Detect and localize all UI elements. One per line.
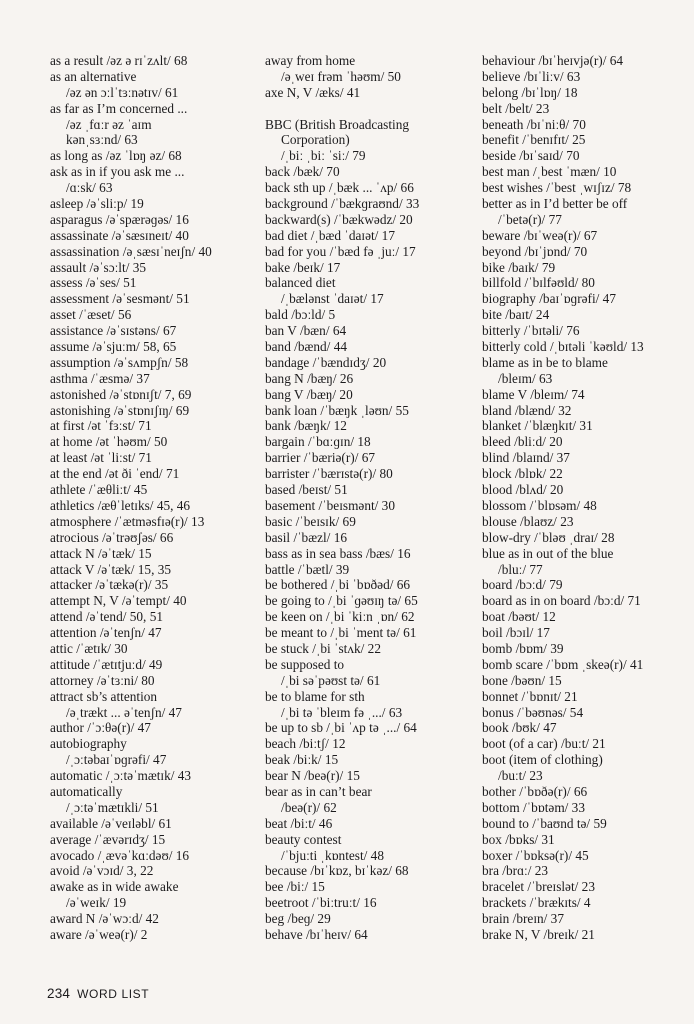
word-entry: BBC (British Broadcasting bbox=[265, 116, 410, 132]
word-entry: blind /blaɪnd/ 37 bbox=[482, 450, 570, 466]
word-entry: bone /bəʊn/ 15 bbox=[482, 672, 562, 688]
word-entry: beauty contest bbox=[265, 831, 342, 847]
entry-continuation: /bleɪm/ 63 bbox=[498, 370, 553, 386]
word-entry: bank /bæŋk/ 12 bbox=[265, 418, 347, 434]
word-entry: best man /ˌbest ˈmæn/ 10 bbox=[482, 164, 617, 180]
word-entry: bitterly /ˈbɪtəli/ 76 bbox=[482, 323, 580, 339]
word-entry: beak /biːk/ 15 bbox=[265, 752, 339, 768]
word-entry: brake N, V /breɪk/ 21 bbox=[482, 926, 595, 942]
word-entry: award N /əˈwɔːd/ 42 bbox=[50, 911, 159, 927]
word-entry: bargain /ˈbɑːɡɪn/ 18 bbox=[265, 434, 371, 450]
entry-continuation: /ˈbetə(r)/ 77 bbox=[498, 211, 562, 227]
entry-continuation: kənˌsɜːnd/ 63 bbox=[66, 132, 138, 148]
page-footer bbox=[47, 986, 149, 1001]
word-entry: bank loan /ˈbæŋk ˌləʊn/ 55 bbox=[265, 402, 409, 418]
word-entry: bass as in sea bass /bæs/ 16 bbox=[265, 545, 411, 561]
entry-continuation: Corporation) bbox=[281, 132, 350, 148]
section-gap bbox=[265, 101, 475, 117]
word-entry: background /ˈbækɡraʊnd/ 33 bbox=[265, 196, 420, 212]
word-column-3 bbox=[482, 53, 692, 943]
word-entry: book /bʊk/ 47 bbox=[482, 720, 557, 736]
entry-continuation: /ˌbiː ˌbiː ˈsiː/ 79 bbox=[281, 148, 366, 164]
word-entry: awake as in wide awake bbox=[50, 879, 179, 895]
word-entry: boot (item of clothing) bbox=[482, 752, 603, 768]
word-entry: atrocious /əˈtrəʊʃəs/ 66 bbox=[50, 529, 174, 545]
entry-continuation: /bluː/ 77 bbox=[498, 561, 543, 577]
word-entry: asthma /ˈæsmə/ 37 bbox=[50, 370, 150, 386]
word-entry: bitterly cold /ˌbɪtəli ˈkəʊld/ 13 bbox=[482, 339, 644, 355]
word-entry: bad for you /ˈbæd fə ˌjuː/ 17 bbox=[265, 243, 416, 259]
word-entry: attack N /əˈtæk/ 15 bbox=[50, 545, 152, 561]
word-entry: assumption /əˈsʌmpʃn/ 58 bbox=[50, 354, 189, 370]
word-entry: block /blɒk/ 22 bbox=[482, 466, 563, 482]
word-entry: be keen on /ˌbi ˈkiːn ˌɒn/ 62 bbox=[265, 609, 415, 625]
word-entry: bracelet /ˈbreɪslət/ 23 bbox=[482, 879, 595, 895]
word-entry: blossom /ˈblɒsəm/ 48 bbox=[482, 497, 597, 513]
word-entry: backward(s) /ˈbækwədz/ 20 bbox=[265, 211, 413, 227]
word-entry: attorney /əˈtɜːni/ 80 bbox=[50, 672, 155, 688]
word-entry: behave /bɪˈheɪv/ 64 bbox=[265, 926, 368, 942]
word-entry: bald /bɔːld/ 5 bbox=[265, 307, 336, 323]
word-entry: board as in on board /bɔːd/ 71 bbox=[482, 593, 641, 609]
word-entry: avoid /əˈvɔɪd/ 3, 22 bbox=[50, 863, 154, 879]
word-entry: board /bɔːd/ 79 bbox=[482, 577, 563, 593]
word-column-2 bbox=[265, 53, 475, 943]
word-entry: be supposed to bbox=[265, 656, 345, 672]
word-entry: bang N /bæŋ/ 26 bbox=[265, 370, 354, 386]
page-number: 234 bbox=[47, 986, 71, 1001]
word-entry: bottom /ˈbɒtəm/ 33 bbox=[482, 799, 585, 815]
entry-continuation: /beə(r)/ 62 bbox=[281, 799, 337, 815]
word-entry: blanket /ˈblæŋkɪt/ 31 bbox=[482, 418, 593, 434]
word-entry: athletics /æθˈletɪks/ 45, 46 bbox=[50, 497, 191, 513]
word-entry: bee /biː/ 15 bbox=[265, 879, 325, 895]
word-entry: bike /baɪk/ 79 bbox=[482, 259, 556, 275]
entry-continuation: /ɑːsk/ 63 bbox=[66, 180, 113, 196]
entry-continuation: /əˈweɪk/ 19 bbox=[66, 895, 127, 911]
word-entry: assume /əˈsjuːm/ 58, 65 bbox=[50, 339, 177, 355]
word-entry: basil /ˈbæzl/ 16 bbox=[265, 529, 347, 545]
word-entry: be bothered /ˌbi ˈbɒðəd/ 66 bbox=[265, 577, 411, 593]
word-entry: avocado /ˌævəˈkɑːdəʊ/ 16 bbox=[50, 847, 190, 863]
word-entry: assassinate /əˈsæsɪneɪt/ 40 bbox=[50, 227, 189, 243]
word-entry: as long as /əz ˈlɒŋ əz/ 68 bbox=[50, 148, 182, 164]
word-entry: blame as in be to blame bbox=[482, 354, 608, 370]
entry-continuation: /əˌtrækt ... əˈtenʃn/ 47 bbox=[66, 704, 182, 720]
word-entry: benefit /ˈbenɪfɪt/ 25 bbox=[482, 132, 586, 148]
word-entry: as far as I’m concerned ... bbox=[50, 100, 188, 116]
word-entry: bland /blænd/ 32 bbox=[482, 402, 572, 418]
word-entry: blow-dry /ˈbləʊ ˌdraɪ/ 28 bbox=[482, 529, 615, 545]
word-entry: belong /bɪˈlɒŋ/ 18 bbox=[482, 84, 578, 100]
word-entry: attend /əˈtend/ 50, 51 bbox=[50, 609, 163, 625]
word-entry: beyond /bɪˈjɒnd/ 70 bbox=[482, 243, 588, 259]
word-entry: blue as in out of the blue bbox=[482, 545, 614, 561]
word-entry: bang V /bæŋ/ 20 bbox=[265, 386, 353, 402]
word-entry: bad diet /ˌbæd ˈdaɪət/ 17 bbox=[265, 227, 395, 243]
word-entry: be stuck /ˌbi ˈstʌk/ 22 bbox=[265, 640, 381, 656]
word-entry: blame V /bleɪm/ 74 bbox=[482, 386, 585, 402]
word-entry: attitude /ˈætɪtjuːd/ 49 bbox=[50, 656, 163, 672]
word-entry: bother /ˈbɒðə(r)/ 66 bbox=[482, 783, 588, 799]
word-entry: bomb /bɒm/ 39 bbox=[482, 640, 564, 656]
word-entry: assault /əˈsɔːlt/ 35 bbox=[50, 259, 147, 275]
word-entry: bite /baɪt/ 24 bbox=[482, 307, 550, 323]
word-entry: assassination /əˌsæsɪˈneɪʃn/ 40 bbox=[50, 243, 212, 259]
word-entry: beg /beɡ/ 29 bbox=[265, 911, 331, 927]
word-entry: beside /bɪˈsaɪd/ 70 bbox=[482, 148, 580, 164]
word-entry: at least /ət ˈliːst/ 71 bbox=[50, 450, 152, 466]
word-entry: bear as in can’t bear bbox=[265, 783, 372, 799]
entry-continuation: /əz ˌfɑːr əz ˈaɪm bbox=[66, 116, 152, 132]
word-entry: as a result /əz ə rɪˈzʌlt/ 68 bbox=[50, 53, 188, 68]
word-entry: bandage /ˈbændɪdʒ/ 20 bbox=[265, 354, 387, 370]
section-label: WORD LIST bbox=[77, 987, 150, 1001]
word-entry: behaviour /bɪˈheɪvjə(r)/ 64 bbox=[482, 53, 624, 68]
word-entry: barrier /ˈbæriə(r)/ 67 bbox=[265, 450, 376, 466]
word-entry: as an alternative bbox=[50, 68, 137, 84]
word-entry: ban V /bæn/ 64 bbox=[265, 323, 347, 339]
word-entry: beat /biːt/ 46 bbox=[265, 815, 333, 831]
word-entry: aware /əˈweə(r)/ 2 bbox=[50, 926, 148, 942]
word-entry: automatically bbox=[50, 783, 123, 799]
word-entry: back sth up /ˌbæk ... ˈʌp/ 66 bbox=[265, 180, 414, 196]
word-entry: bomb scare /ˈbɒm ˌskeə(r)/ 41 bbox=[482, 656, 644, 672]
entry-continuation: /buːt/ 23 bbox=[498, 768, 543, 784]
word-entry: asset /ˈæset/ 56 bbox=[50, 307, 132, 323]
word-entry: based /beɪst/ 51 bbox=[265, 482, 348, 498]
word-entry: attract sb’s attention bbox=[50, 688, 158, 704]
entry-continuation: /ˌbi səˈpəʊst tə/ 61 bbox=[281, 672, 381, 688]
word-entry: belt /belt/ 23 bbox=[482, 100, 550, 116]
word-entry: be meant to /ˌbi ˈment tə/ 61 bbox=[265, 625, 417, 641]
entry-continuation: /əz ən ɔːlˈtɜːnətɪv/ 61 bbox=[66, 84, 179, 100]
word-entry: battle /ˈbætl/ 39 bbox=[265, 561, 350, 577]
word-entry: barrister /ˈbærɪstə(r)/ 80 bbox=[265, 466, 393, 482]
entry-continuation: /ˈbjuːti ˌkɒntest/ 48 bbox=[281, 847, 384, 863]
word-entry: bra /brɑː/ 23 bbox=[482, 863, 549, 879]
entry-continuation: /ˌbi tə ˈbleɪm fə ˌ.../ 63 bbox=[281, 704, 403, 720]
word-entry: away from home bbox=[265, 53, 356, 68]
word-entry: bound to /ˈbaʊnd tə/ 59 bbox=[482, 815, 607, 831]
word-entry: astonishing /əˈstɒnɪʃɪŋ/ 69 bbox=[50, 402, 190, 418]
word-entry: beach /biːtʃ/ 12 bbox=[265, 736, 346, 752]
word-entry: beetroot /ˈbiːtruːt/ 16 bbox=[265, 895, 377, 911]
word-entry: bonnet /ˈbɒnɪt/ 21 bbox=[482, 688, 578, 704]
word-entry: athlete /ˈæθliːt/ 45 bbox=[50, 482, 148, 498]
word-entry: assistance /əˈsɪstəns/ 67 bbox=[50, 323, 177, 339]
word-entry: balanced diet bbox=[265, 275, 336, 291]
word-entry: basement /ˈbeɪsmənt/ 30 bbox=[265, 497, 395, 513]
word-entry: basic /ˈbeɪsɪk/ 69 bbox=[265, 513, 356, 529]
word-entry: attacker /əˈtækə(r)/ 35 bbox=[50, 577, 169, 593]
word-entry: box /bɒks/ 31 bbox=[482, 831, 555, 847]
word-entry: at first /ət ˈfɜːst/ 71 bbox=[50, 418, 152, 434]
word-column-1 bbox=[50, 53, 260, 943]
word-entry: bear N /beə(r)/ 15 bbox=[265, 768, 360, 784]
word-entry: automatic /ˌɔːtəˈmætɪk/ 43 bbox=[50, 768, 192, 784]
word-entry: assessment /əˈsesmənt/ 51 bbox=[50, 291, 190, 307]
word-entry: back /bæk/ 70 bbox=[265, 164, 340, 180]
word-entry: asleep /əˈsliːp/ 19 bbox=[50, 196, 144, 212]
word-entry: believe /bɪˈliːv/ 63 bbox=[482, 68, 581, 84]
word-entry: attack V /əˈtæk/ 15, 35 bbox=[50, 561, 172, 577]
word-entry: be going to /ˌbi ˈɡəʊɪŋ tə/ 65 bbox=[265, 593, 418, 609]
word-entry: astonished /əˈstɒnɪʃt/ 7, 69 bbox=[50, 386, 192, 402]
word-entry: ask as in if you ask me ... bbox=[50, 164, 185, 180]
word-entry: bake /beɪk/ 17 bbox=[265, 259, 341, 275]
word-entry: axe N, V /æks/ 41 bbox=[265, 84, 361, 100]
word-entry: average /ˈævərɪdʒ/ 15 bbox=[50, 831, 166, 847]
entry-continuation: /ˌɔːtəˈmætɪkli/ 51 bbox=[66, 799, 159, 815]
word-entry: boxer /ˈbɒksə(r)/ 45 bbox=[482, 847, 589, 863]
word-entry: beware /bɪˈweə(r)/ 67 bbox=[482, 227, 598, 243]
word-entry: be to blame for sth bbox=[265, 688, 365, 704]
word-entry: biography /baɪˈɒɡrəfi/ 47 bbox=[482, 291, 616, 307]
word-entry: blood /blʌd/ 20 bbox=[482, 482, 564, 498]
word-entry: beneath /bɪˈniːθ/ 70 bbox=[482, 116, 586, 132]
word-entry: best wishes /ˈbest ˌwɪʃɪz/ 78 bbox=[482, 180, 632, 196]
word-entry: author /ˈɔːθə(r)/ 47 bbox=[50, 720, 151, 736]
word-entry: bleed /bliːd/ 20 bbox=[482, 434, 563, 450]
word-entry: attic /ˈætɪk/ 30 bbox=[50, 640, 128, 656]
word-entry: billfold /ˈbɪlfəʊld/ 80 bbox=[482, 275, 595, 291]
word-entry: attention /əˈtenʃn/ 47 bbox=[50, 625, 162, 641]
word-entry: boat /bəʊt/ 12 bbox=[482, 609, 556, 625]
word-entry: band /bænd/ 44 bbox=[265, 339, 347, 355]
word-entry: boil /bɔɪl/ 17 bbox=[482, 625, 550, 641]
word-entry: assess /əˈses/ 51 bbox=[50, 275, 137, 291]
word-entry: because /bɪˈkɒz, bɪˈkəz/ 68 bbox=[265, 863, 409, 879]
word-entry: asparagus /əˈspærəɡəs/ 16 bbox=[50, 211, 189, 227]
entry-continuation: /ˌbælənst ˈdaɪət/ 17 bbox=[281, 291, 384, 307]
word-entry: brain /breɪn/ 37 bbox=[482, 911, 564, 927]
word-entry: brackets /ˈbrækɪts/ 4 bbox=[482, 895, 591, 911]
entry-continuation: /əˌweɪ frəm ˈhəʊm/ 50 bbox=[281, 68, 401, 84]
word-entry: available /əˈveɪləbl/ 61 bbox=[50, 815, 172, 831]
word-entry: attempt N, V /əˈtempt/ 40 bbox=[50, 593, 187, 609]
word-entry: be up to sb /ˌbi ˈʌp tə ˌ.../ 64 bbox=[265, 720, 417, 736]
word-entry: blouse /blaʊz/ 23 bbox=[482, 513, 574, 529]
word-entry: bonus /ˈbəʊnəs/ 54 bbox=[482, 704, 584, 720]
word-entry: at the end /ət ði ˈend/ 71 bbox=[50, 466, 180, 482]
word-entry: autobiography bbox=[50, 736, 127, 752]
word-entry: atmosphere /ˈætməsfɪə(r)/ 13 bbox=[50, 513, 205, 529]
entry-continuation: /ˌɔːtəbaɪˈɒɡrəfi/ 47 bbox=[66, 752, 167, 768]
word-entry: at home /ət ˈhəʊm/ 50 bbox=[50, 434, 168, 450]
word-entry: better as in I’d better be off bbox=[482, 196, 628, 212]
word-entry: boot (of a car) /buːt/ 21 bbox=[482, 736, 606, 752]
